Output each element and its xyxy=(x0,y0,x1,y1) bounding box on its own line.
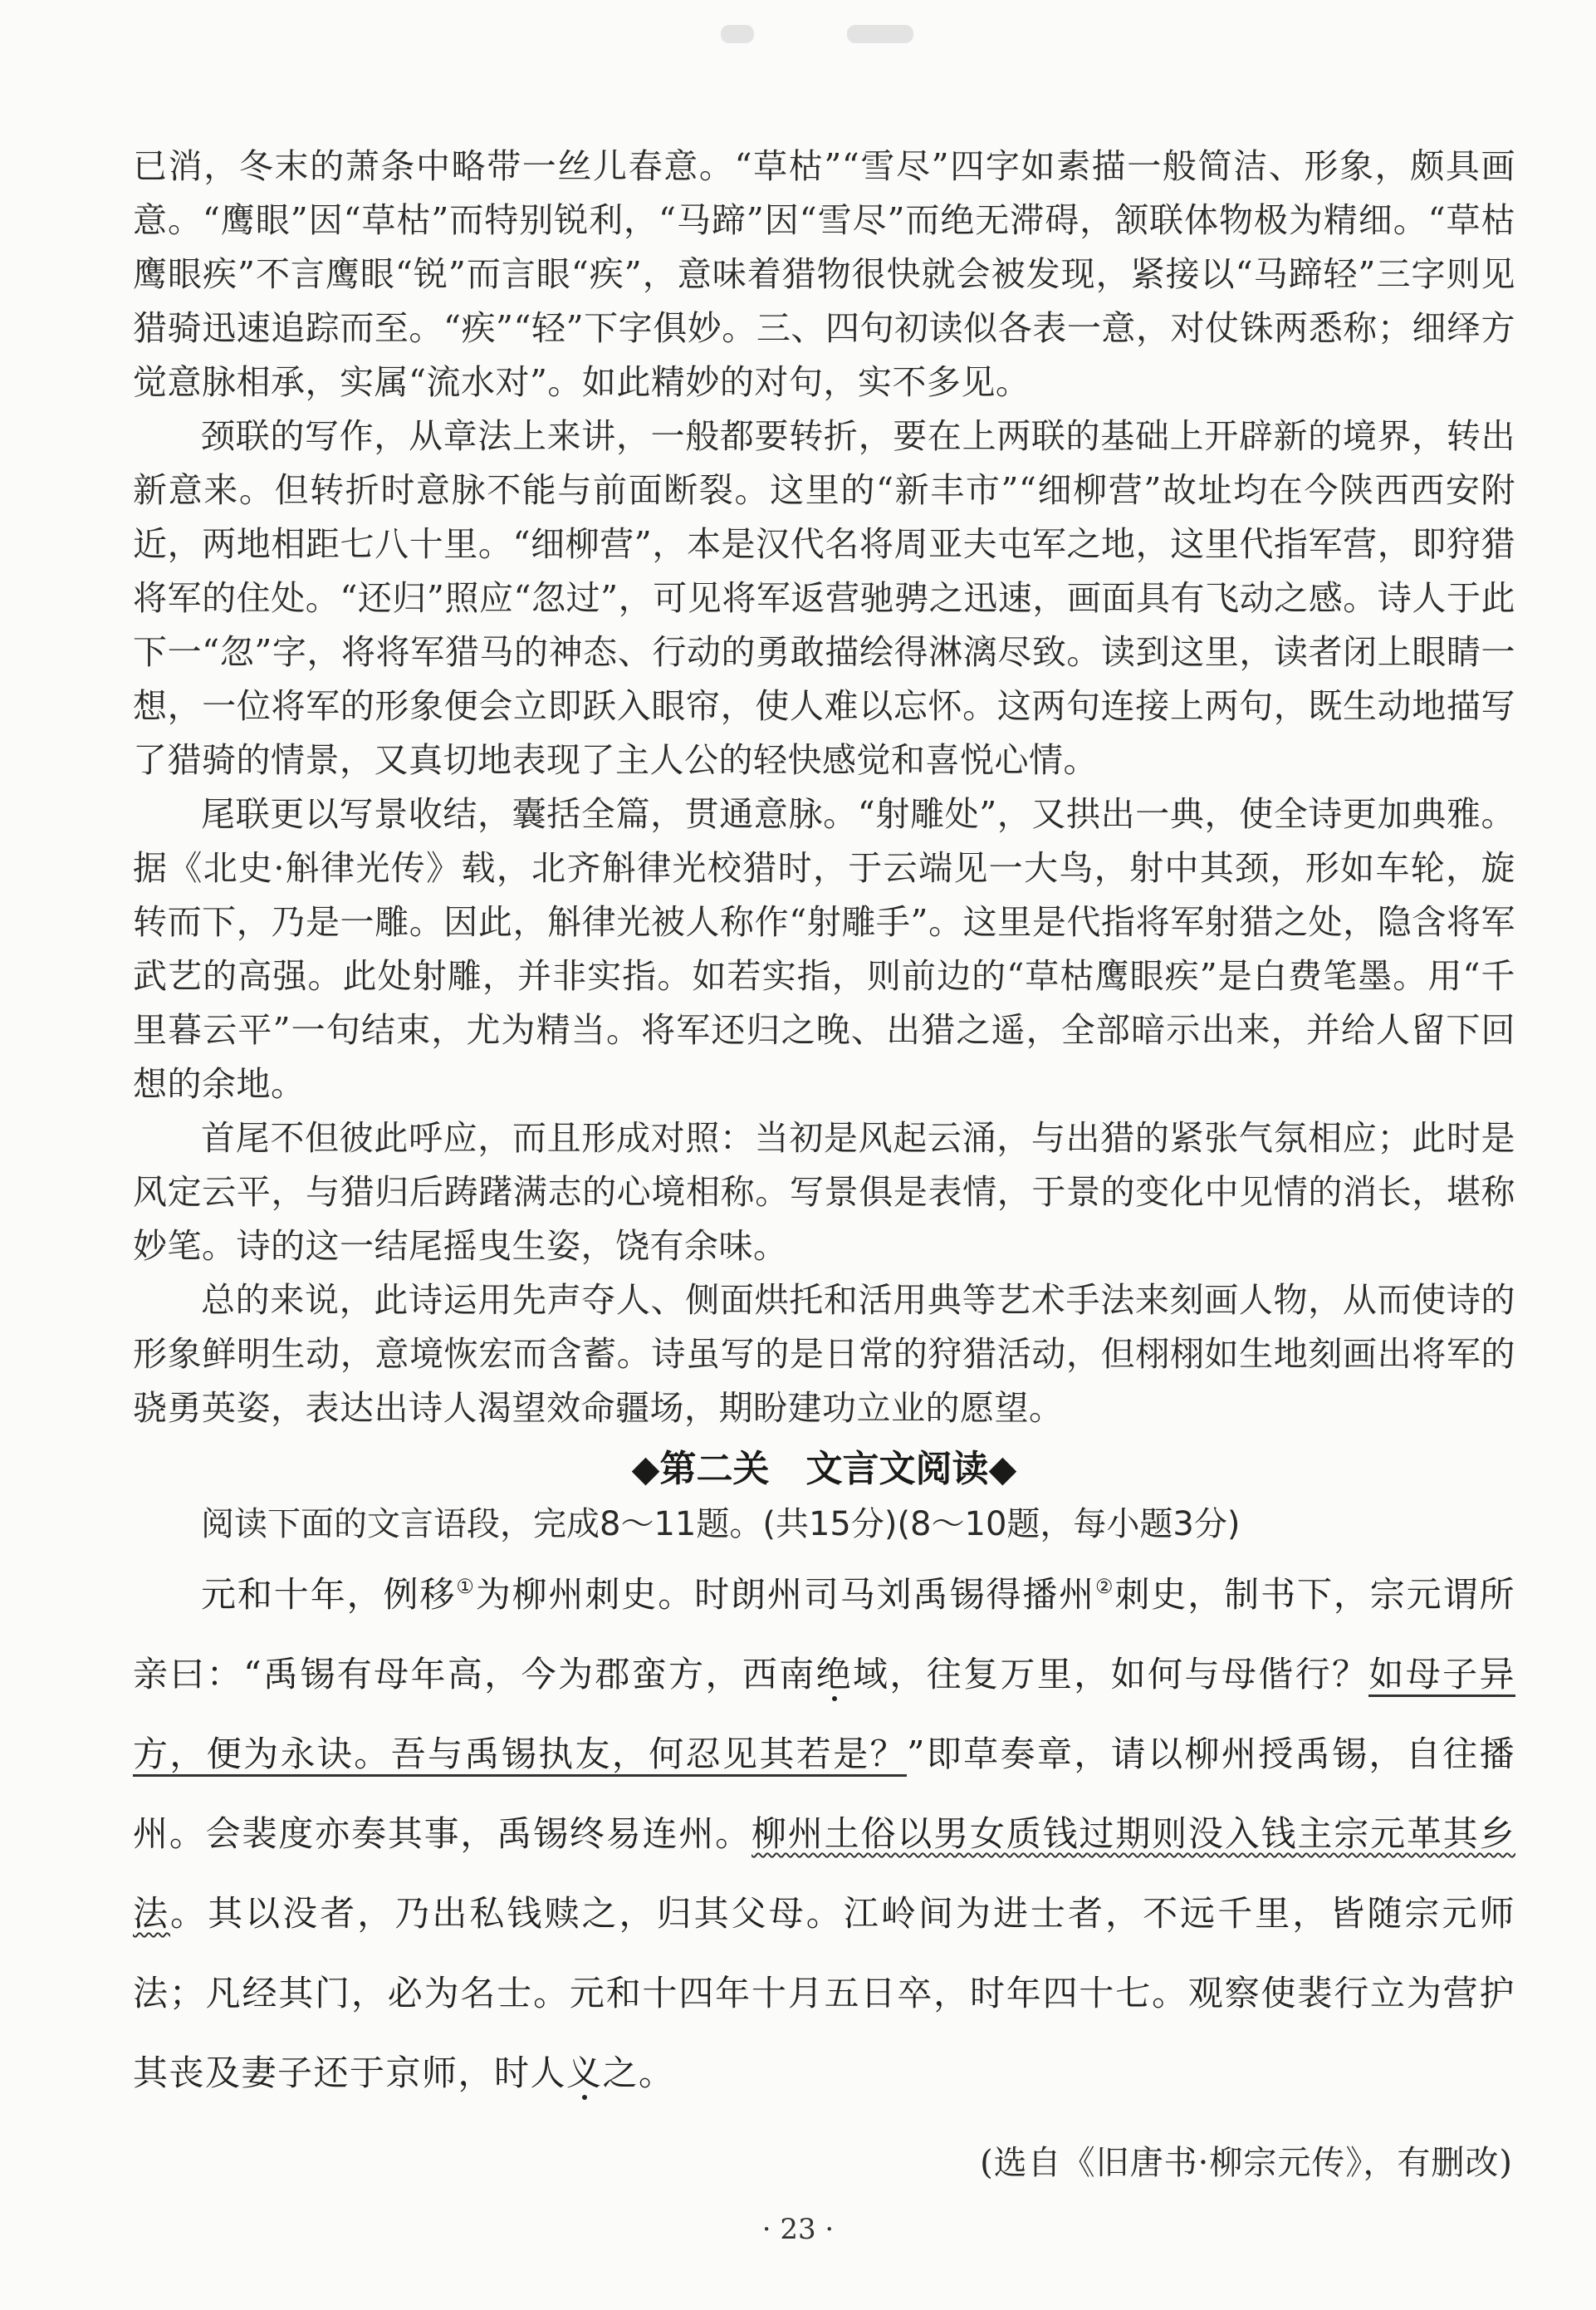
passage-text: 元和十年，例移 xyxy=(201,1574,457,1615)
commentary-paragraph: 总的来说，此诗运用先声夺人、侧面烘托和活用典等艺术手法来刻画人物，从而使诗的形象鲜明生动，意境恢宏而含蓄。诗虽写的是日常的狩猎活动，但栩栩如生地刻画出将军的骁勇英姿，表达出诗人渴望效命疆场，期盼建功立业的愿望。 xyxy=(133,1280,1515,1428)
passage-text: 。其以没者，乃出私钱赎之，归其父母。江岭间为进士者，不远千里，皆随宗元师法；凡经其门，必为名士。元和十四年十月五日卒，时年四十七。观察使裴行立为营护其丧及妻子还于京师，时人 xyxy=(133,1893,1515,2093)
emphasis-dot-word: 义 xyxy=(566,2053,603,2093)
footnote-marker: ① xyxy=(456,1575,476,1598)
page-body xyxy=(133,140,1515,2113)
passage-text: 域，往复万里，如何与母偕行？ xyxy=(853,1654,1369,1694)
scan-smudge xyxy=(721,25,754,43)
scan-smudge xyxy=(847,25,913,43)
section-title: ◆第二关 文言文阅读◆ xyxy=(631,1448,1017,1490)
commentary-paragraph: 颈联的写作，从章法上来讲，一般都要转折，要在上两联的基础上开辟新的境界，转出新意来。但转折时意脉不能与前面断裂。这里的“新丰市”“细柳营”故址均在今陕西西安附近，两地相距七八十里。“细柳营”，本是汉代名将周亚夫屯军之地，这里代指军营，即狩猎将军的住处。“还归”照应“忽过”，可见将军返营驰骋之迅速，画面具有飞动之感。诗人于此下一“忽”字，将将军猎马的神态、行动的勇敢描绘得淋漓尽致。读到这里，读者闭上眼睛一想，一位将军的形象便会立即跃入眼帘，使人难以忘怀。这两句连接上两句，既生动地描写了猎骑的情景，又真切地表现了主人公的轻快感觉和喜悦心情。 xyxy=(133,416,1515,780)
passage-text: 为柳州刺史。时朗州司马刘禹锡得播州 xyxy=(475,1574,1096,1615)
underlined-sentence: 如母子异方，便为永诀。吾与禹锡执友，何忍见其若是？ xyxy=(133,1654,1515,1777)
commentary-paragraph: 首尾不但彼此呼应，而且形成对照：当初是风起云涌，与出猎的紧张气氛相应；此时是风定云平，与猎归后踌躇满志的心境相称。写景俱是表情，于景的变化中见情的消长，堪称妙笔。诗的这一结尾摇曳生姿，饶有余味。 xyxy=(133,1118,1515,1266)
passage-text: ”即草奏章，请以柳州授禹锡，自往播州。会裴度亦奏其事，禹锡终易连州。 xyxy=(133,1734,1515,1854)
commentary-paragraph: 尾联更以写景收结，囊括全篇，贯通意脉。“射雕处”，又拱出一典，使全诗更加典雅。据《北史·斛律光传》载，北齐斛律光校猎时，于云端见一大鸟，射中其颈，形如车轮，旋转而下，乃是一雕。因此，斛律光被人称作“射雕手”。这里是代指将军射猎之处，隐含将军武艺的高强。此处射雕，并非实指。如若实指，则前边的“草枯鹰眼疾”是白费笔墨。用“千里暮云平”一句结束，尤为精当。将军还归之晚、出猎之遥，全部暗示出来，并给人留下回想的余地。 xyxy=(133,794,1515,1104)
page-number: · 23 · xyxy=(761,2213,835,2246)
passage-text: 之。 xyxy=(602,2053,675,2093)
footnote-marker: ② xyxy=(1095,1575,1115,1598)
passage-text: 刺史，制书下，宗元谓所亲曰：“禹锡有母年高，今为郡蛮方，西南 xyxy=(133,1574,1515,1694)
passage-source: (选自《旧唐书·柳宗元传》，有删改) xyxy=(980,2144,1513,2182)
commentary-paragraph: 已消，冬末的萧条中略带一丝儿春意。“草枯”“雪尽”四字如素描一般简洁、形象，颇具画意。“鹰眼”因“草枯”而特别锐利，“马蹄”因“雪尽”而绝无滞碍，颔联体物极为精细。“草枯鹰眼疾”不言鹰眼“锐”而言眼“疾”，意味着猎物很快就会被发现，紧接以“马蹄轻”三字则见猎骑迅速追踪而至。“疾”“轻”下字俱妙。三、四句初读似各表一意，对仗铢两悉称；细绎方觉意脉相承，实属“流水对”。如此精妙的对句，实不多见。 xyxy=(133,146,1515,402)
question-instruction: 阅读下面的文言语段，完成8～11题。(共15分)(8～10题，每小题3分) xyxy=(201,1505,1241,1543)
wavy-underlined-sentence: 柳州土俗以男女质钱过期则没入钱主宗元革其乡法 xyxy=(133,1813,1515,1934)
classical-passage xyxy=(133,1555,1515,2113)
emphasis-dot-word: 绝 xyxy=(815,1654,854,1694)
